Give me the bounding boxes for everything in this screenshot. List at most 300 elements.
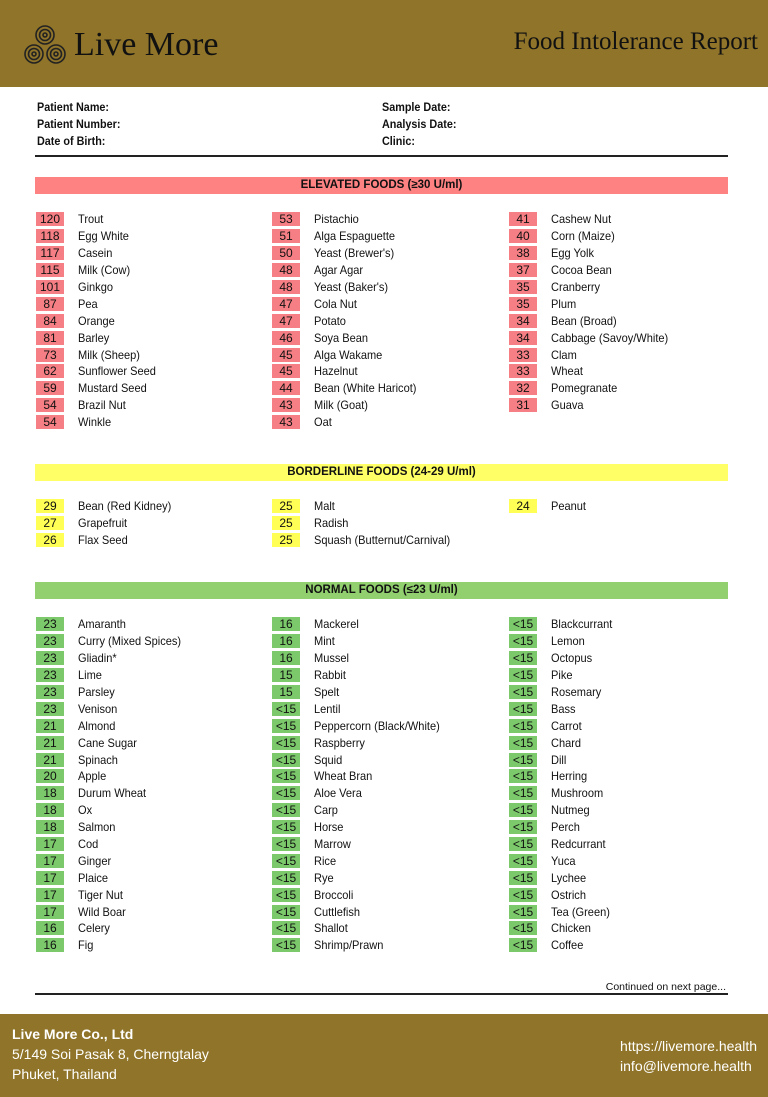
food-name: Hazelnut [314,364,358,379]
score-badge: <15 [509,736,537,750]
food-item [509,650,739,667]
score-badge: <15 [272,871,300,885]
score-badge: <15 [272,753,300,767]
food-item [36,397,266,414]
food-item [36,650,266,667]
food-name: Ox [78,803,93,818]
score-badge: 33 [509,348,537,362]
food-item [509,869,739,886]
food-item [36,346,266,363]
logo [22,22,218,68]
food-name: Bass [551,701,576,716]
score-badge: <15 [509,769,537,783]
food-item [36,920,266,937]
food-name: Celery [78,921,110,936]
score-badge: 44 [272,381,300,395]
score-badge: <15 [272,719,300,733]
food-name: Cabbage (Savoy/White) [551,330,669,345]
sample-date-label: Sample Date: [382,100,451,114]
score-badge: 21 [36,719,64,733]
score-badge: <15 [509,905,537,919]
food-item [36,734,266,751]
score-badge: 26 [36,533,64,547]
food-item [509,329,739,346]
score-badge: <15 [272,803,300,817]
food-item [509,616,739,633]
food-item [272,312,502,329]
food-item [36,211,266,228]
food-item [509,363,739,380]
food-name: Winkle [78,415,112,430]
food-name: Raspberry [314,735,365,750]
score-badge: 48 [272,280,300,294]
clinic-label: Clinic: [382,134,416,148]
food-item [509,312,739,329]
food-item [272,937,502,954]
food-name: Lemon [551,634,585,649]
divider [35,993,728,995]
score-badge: 48 [272,263,300,277]
food-name: Chard [551,735,582,750]
score-badge: 45 [272,364,300,378]
score-badge: 24 [509,499,537,513]
food-item [272,211,502,228]
food-item [272,819,502,836]
food-name: Milk (Cow) [78,263,131,278]
score-badge: <15 [272,938,300,952]
score-badge: 16 [36,938,64,952]
normal-column [272,616,502,954]
food-item [272,380,502,397]
food-name: Plum [551,296,577,311]
food-item [509,346,739,363]
food-item [509,245,739,262]
score-badge: <15 [509,651,537,665]
score-badge: <15 [509,753,537,767]
score-badge: 21 [36,753,64,767]
score-badge: <15 [509,634,537,648]
score-badge: 16 [272,651,300,665]
food-item [509,684,739,701]
food-name: Bean (White Haricot) [314,381,417,396]
food-name: Salmon [78,820,116,835]
food-name: Orange [78,313,115,328]
score-badge: <15 [509,921,537,935]
score-badge: 29 [36,499,64,513]
normal-column [36,616,266,954]
score-badge: 17 [36,888,64,902]
score-badge: 35 [509,297,537,311]
score-badge: 46 [272,331,300,345]
food-name: Radish [314,516,349,531]
patient-info-left [37,99,120,150]
score-badge: 18 [36,820,64,834]
score-badge: 59 [36,381,64,395]
score-badge: 17 [36,854,64,868]
food-item [36,937,266,954]
borderline-column [509,498,739,515]
food-name: Pomegranate [551,381,618,396]
score-badge: <15 [272,702,300,716]
food-name: Yeast (Brewer's) [314,246,395,261]
food-item [272,633,502,650]
food-item [272,700,502,717]
food-item [36,245,266,262]
food-name: Spelt [314,685,340,699]
food-name: Wheat [551,364,583,379]
food-item [36,869,266,886]
score-badge: 115 [36,263,64,277]
food-name: Curry (Mixed Spices) [78,634,182,649]
food-item [509,819,739,836]
food-item [272,920,502,937]
score-badge: <15 [509,617,537,631]
food-item [272,768,502,785]
food-item [272,903,502,920]
company-name: Live More Co., Ltd [12,1026,134,1042]
score-badge: <15 [509,786,537,800]
food-item [509,498,739,515]
food-name: Egg Yolk [551,246,594,261]
food-name: Lentil [314,701,341,716]
food-name: Carrot [551,718,582,733]
food-name: Ostrich [551,887,586,902]
food-name: Rosemary [551,685,602,699]
food-item [509,667,739,684]
food-name: Peanut [551,499,587,514]
food-item [509,295,739,312]
score-badge: <15 [509,685,537,699]
food-item [509,751,739,768]
food-name: Potato [314,313,346,328]
score-badge: <15 [272,905,300,919]
food-item [272,751,502,768]
food-item [509,279,739,296]
food-name: Yeast (Baker's) [314,280,389,294]
address-line-2: Phuket, Thailand [12,1066,117,1082]
food-item [509,886,739,903]
food-item [36,667,266,684]
food-item [509,785,739,802]
food-item [36,532,266,549]
score-badge: 27 [36,516,64,530]
food-name: Mussel [314,651,349,666]
score-badge: <15 [272,786,300,800]
food-name: Cuttlefish [314,904,361,919]
score-badge: 23 [36,702,64,716]
score-badge: 117 [36,246,64,260]
food-item [509,717,739,734]
food-name: Coffee [551,938,584,953]
food-name: Clam [551,347,577,362]
score-badge: 54 [36,415,64,429]
food-name: Cane Sugar [78,735,137,750]
food-name: Flax Seed [78,533,128,548]
food-item [272,886,502,903]
food-name: Squash (Butternut/Carnival) [314,533,451,548]
food-name: Amaranth [78,617,126,632]
food-name: Shrimp/Prawn [314,938,384,953]
food-name: Plaice [78,870,109,885]
divider [35,155,728,157]
food-name: Peppercorn (Black/White) [314,718,440,733]
patient-number-label: Patient Number: [37,117,121,131]
food-name: Agar Agar [314,263,364,278]
score-badge: 43 [272,415,300,429]
score-badge: <15 [272,888,300,902]
food-item [36,312,266,329]
food-item [272,785,502,802]
food-item [36,380,266,397]
score-badge: 43 [272,398,300,412]
analysis-date-label: Analysis Date: [382,117,457,131]
food-item [509,836,739,853]
patient-name-label: Patient Name: [37,100,110,114]
food-item [36,819,266,836]
food-name: Milk (Sheep) [78,347,140,362]
score-badge: 16 [272,634,300,648]
food-item [36,836,266,853]
brand-name: Live More [74,26,219,63]
normal-column [509,616,739,954]
food-item [272,498,502,515]
food-item [509,228,739,245]
elevated-column [509,211,739,414]
score-badge: 87 [36,297,64,311]
borderline-column [272,498,502,549]
food-name: Parsley [78,685,115,699]
food-item [36,768,266,785]
score-badge: 17 [36,871,64,885]
food-name: Perch [551,820,580,835]
food-name: Cola Nut [314,296,357,311]
food-name: Oat [314,415,332,430]
score-badge: 45 [272,348,300,362]
food-item [272,802,502,819]
score-badge: 32 [509,381,537,395]
date-of-birth-label: Date of Birth: [37,134,106,148]
food-item [509,397,739,414]
continued-note: Continued on next page... [605,981,726,993]
food-item [509,920,739,937]
score-badge: 17 [36,905,64,919]
score-badge: 50 [272,246,300,260]
food-name: Nutmeg [551,803,590,818]
food-item [272,684,502,701]
score-badge: <15 [509,803,537,817]
food-name: Carp [314,803,338,818]
food-item [509,734,739,751]
food-item [509,903,739,920]
food-name: Redcurrant [551,837,606,852]
email-link[interactable]: info@livemore.health [620,1058,752,1074]
food-name: Milk (Goat) [314,398,368,413]
food-name: Apple [78,769,107,784]
score-badge: 84 [36,314,64,328]
food-name: Cranberry [551,280,601,294]
food-item [36,498,266,515]
score-badge: 62 [36,364,64,378]
food-item [36,684,266,701]
food-item [272,515,502,532]
food-name: Shallot [314,921,348,936]
food-item [272,245,502,262]
website-link[interactable]: https://livemore.health [620,1038,757,1054]
food-name: Cocoa Bean [551,263,612,278]
score-badge: 35 [509,280,537,294]
food-item [272,869,502,886]
score-badge: 23 [36,617,64,631]
food-name: Tea (Green) [551,904,610,919]
food-item [272,279,502,296]
food-item [272,363,502,380]
score-badge: 17 [36,837,64,851]
food-name: Corn (Maize) [551,229,615,244]
score-badge: 47 [272,314,300,328]
food-item [272,717,502,734]
food-item [36,329,266,346]
food-name: Pike [551,668,573,683]
score-badge: 41 [509,212,537,226]
food-name: Guava [551,398,584,413]
food-item [36,903,266,920]
food-item [509,380,739,397]
score-badge: 23 [36,685,64,699]
score-badge: 20 [36,769,64,783]
food-name: Cashew Nut [551,212,612,227]
food-item [36,262,266,279]
header-band [0,0,768,87]
score-badge: 25 [272,516,300,530]
score-badge: <15 [509,871,537,885]
food-name: Blackcurrant [551,617,613,632]
food-item [36,633,266,650]
food-item [36,616,266,633]
score-badge: 31 [509,398,537,412]
food-item [272,262,502,279]
score-badge: 25 [272,533,300,547]
food-item [509,937,739,954]
food-name: Squid [314,752,343,767]
food-name: Durum Wheat [78,786,147,801]
food-name: Yuca [551,853,576,868]
food-name: Brazil Nut [78,398,126,413]
score-badge: <15 [509,702,537,716]
food-name: Mackerel [314,617,359,632]
score-badge: <15 [509,837,537,851]
food-item [36,751,266,768]
food-name: Pistachio [314,212,359,227]
food-item [272,734,502,751]
food-item [272,397,502,414]
food-item [272,667,502,684]
score-badge: <15 [272,854,300,868]
food-item [272,346,502,363]
food-name: Wheat Bran [314,769,373,784]
food-name: Malt [314,499,335,514]
food-item [272,295,502,312]
food-item [36,295,266,312]
score-badge: 53 [272,212,300,226]
food-name: Pea [78,296,98,311]
score-badge: 101 [36,280,64,294]
food-name: Casein [78,246,113,261]
food-item [36,717,266,734]
food-item [36,414,266,431]
borderline-column [36,498,266,549]
score-badge: 21 [36,736,64,750]
food-item [509,768,739,785]
food-name: Aloe Vera [314,786,362,801]
food-item [272,650,502,667]
score-badge: 47 [272,297,300,311]
score-badge: 18 [36,803,64,817]
food-name: Gliadin* [78,651,117,666]
food-item [36,785,266,802]
food-name: Herring [551,769,588,784]
food-item [36,700,266,717]
food-name: Mint [314,634,335,649]
food-name: Trout [78,212,104,227]
food-name: Ginger [78,853,112,868]
food-name: Venison [78,701,118,716]
score-badge: <15 [509,668,537,682]
food-name: Soya Bean [314,330,369,345]
food-name: Lime [78,668,102,683]
report-title: Food Intolerance Report [513,28,758,55]
food-item [36,279,266,296]
food-name: Spinach [78,752,118,767]
elevated-column [272,211,502,431]
food-item [509,211,739,228]
food-name: Mustard Seed [78,381,147,396]
score-badge: <15 [272,769,300,783]
score-badge: <15 [509,854,537,868]
food-name: Chicken [551,921,591,936]
score-badge: 118 [36,229,64,243]
food-name: Marrow [314,837,351,852]
food-item [272,228,502,245]
food-item [509,700,739,717]
score-badge: 34 [509,314,537,328]
food-name: Octopus [551,651,593,666]
food-name: Fig [78,938,94,953]
food-item [509,802,739,819]
elevated-column [36,211,266,431]
food-name: Sunflower Seed [78,364,156,379]
score-badge: <15 [272,820,300,834]
food-name: Rice [314,853,337,868]
address-line-1: 5/149 Soi Pasak 8, Cherngtalay [12,1046,209,1062]
food-name: Cod [78,837,99,852]
food-name: Tiger Nut [78,887,123,902]
food-item [272,532,502,549]
score-badge: <15 [272,921,300,935]
borderline-section-header: BORDERLINE FOODS (24-29 U/ml) [35,464,728,481]
score-badge: <15 [509,820,537,834]
food-name: Rabbit [314,668,346,683]
score-badge: 81 [36,331,64,345]
food-item [272,414,502,431]
food-name: Ginkgo [78,280,113,294]
food-name: Bean (Red Kidney) [78,499,172,514]
food-item [272,836,502,853]
score-badge: <15 [509,719,537,733]
food-name: Alga Espaguette [314,229,396,244]
normal-section-header: NORMAL FOODS (≤23 U/ml) [35,582,728,599]
patient-info-right [382,99,456,150]
food-item [272,852,502,869]
